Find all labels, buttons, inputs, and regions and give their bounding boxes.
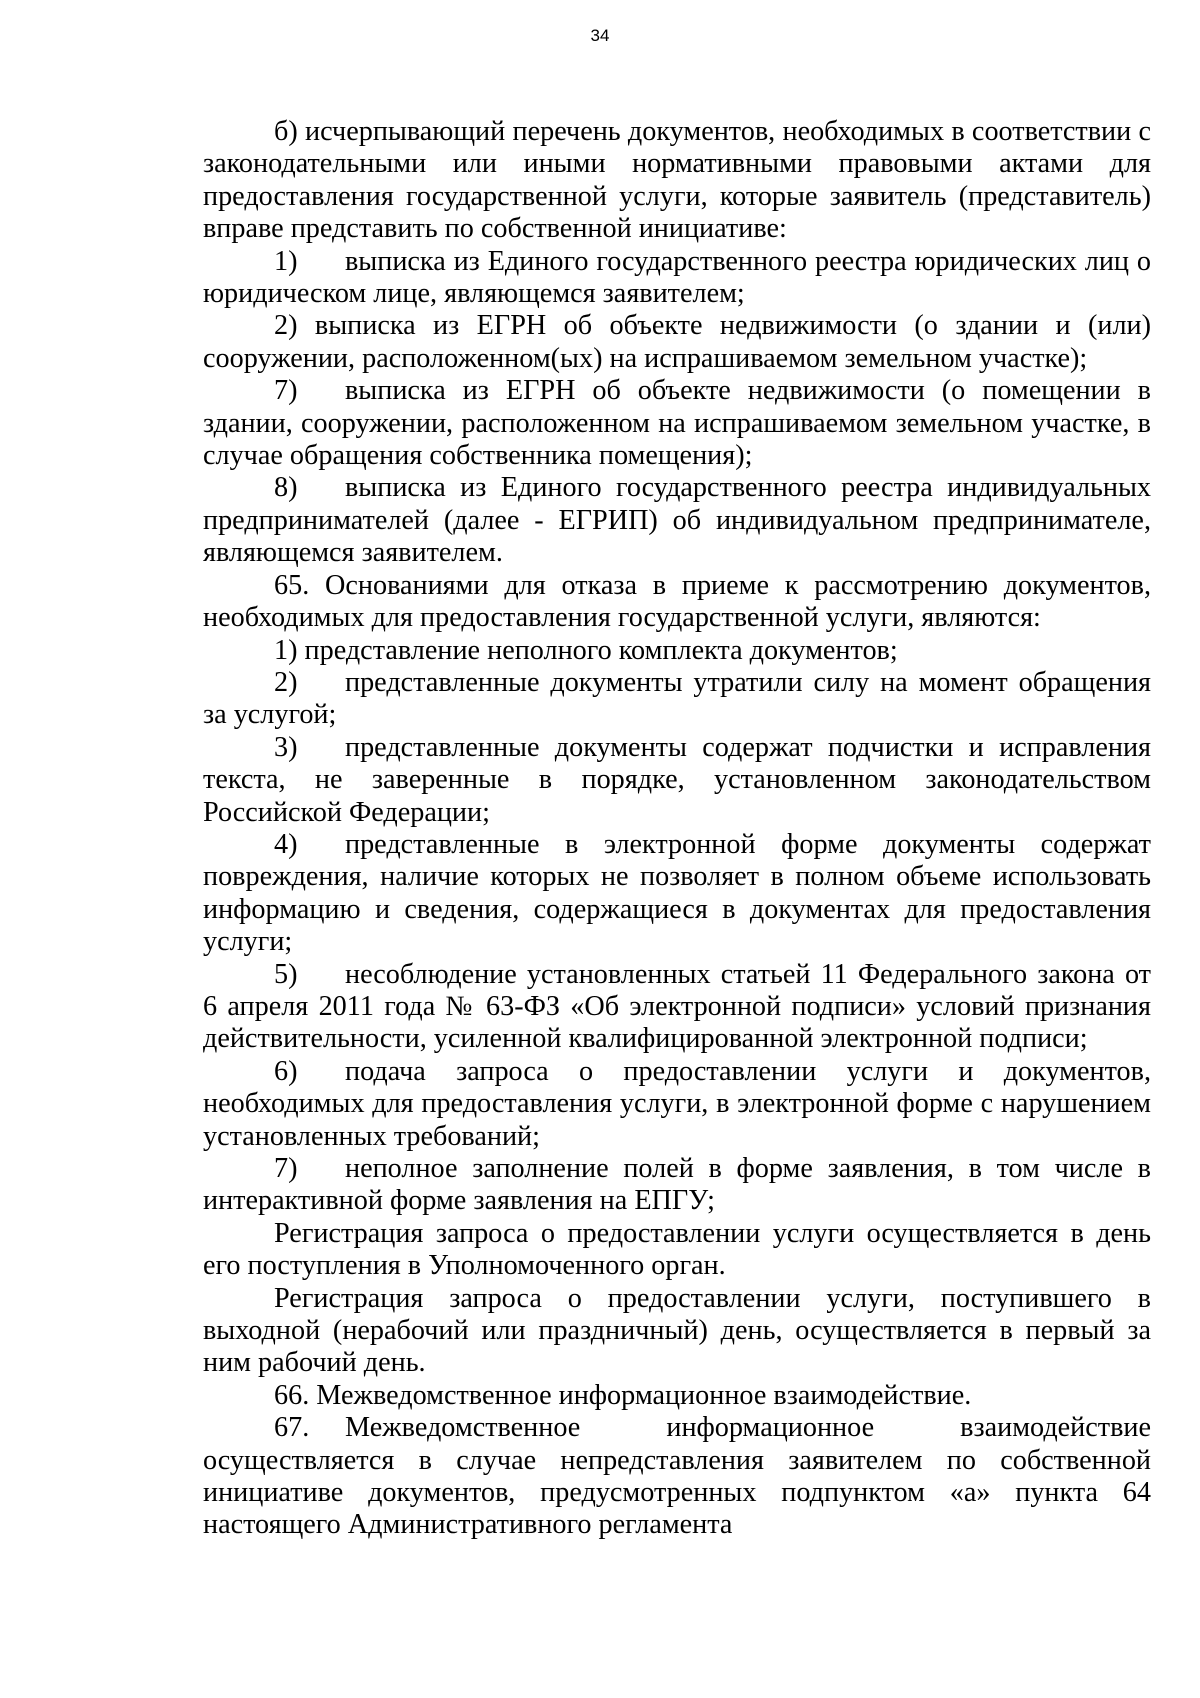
paragraph-text: 65. Основаниями для отказа в приеме к рассмотрению документов, необходимых для предоставления государственной услуги, являются: (203, 569, 1151, 634)
list-number: 67. (274, 1412, 310, 1444)
list-number: 8) (274, 472, 298, 504)
paragraph (203, 635, 1151, 667)
paragraph (203, 1283, 1151, 1380)
paragraph (203, 1218, 1151, 1283)
paragraph (203, 829, 1151, 959)
paragraph-text: 1) представление неполного комплекта документов; (274, 634, 898, 666)
paragraph (203, 472, 1151, 569)
document-body (203, 116, 1151, 1542)
paragraph (203, 1380, 1151, 1412)
paragraph (203, 246, 1151, 311)
list-number: 3) (274, 731, 298, 763)
paragraph (203, 1056, 1151, 1153)
paragraph (203, 959, 1151, 1056)
paragraph (203, 1412, 1151, 1542)
paragraph-text: представленные документы утратили силу на момент обращения за услугой; (203, 666, 1151, 731)
paragraph-text: выписка из Единого государственного реестра индивидуальных предпринимателей (далее - ЕГРИП) об индивидуальном предпринимателе, являющемся заявителем. (203, 472, 1151, 569)
paragraph-text: 66. Межведомственное информационное взаимодействие. (274, 1379, 972, 1411)
list-number: 7) (274, 375, 298, 407)
paragraph-text: выписка из ЕГРН об объекте недвижимости (о помещении в здании, сооружении, расположенном на испрашиваемом земельном участке, в случае обращения собственника помещения); (203, 375, 1151, 472)
list-number: 1) (274, 245, 298, 277)
paragraph (203, 570, 1151, 635)
list-number: 4) (274, 828, 298, 860)
page-number: 34 (590, 26, 610, 45)
paragraph (203, 1153, 1151, 1218)
paragraph-text: подача запроса о предоставлении услуги и документов, необходимых для предоставления услуги, в электронной форме с нарушением установленных требований; (203, 1055, 1151, 1152)
list-number: 2) (274, 666, 298, 698)
paragraph-text: б) исчерпывающий перечень документов, необходимых в соответствии с законодательными или иными нормативными правовыми актами для предоставления государственной услуги, которые заявитель (представитель) вправе представить по собственной инициативе: (203, 116, 1151, 245)
paragraph-text: несоблюдение установленных статьей 11 Федерального закона от 6 апреля 2011 года № 63-ФЗ «Об электронной подписи» условий признания действительности, усиленной квалифицированной электронной подписи; (203, 958, 1151, 1055)
paragraph (203, 116, 1151, 246)
paragraph-text: Регистрация запроса о предоставлении услуги осуществляется в день его поступления в Уполномоченного орган. (203, 1217, 1151, 1282)
paragraph-text: неполное заполнение полей в форме заявления, в том числе в интерактивной форме заявления на ЕПГУ; (203, 1153, 1151, 1217)
paragraph-text: Межведомственное информационное взаимодействие осуществляется в случае непредставления заявителем по собственной инициативе документов, предусмотренных подпунктом «а» пункта 64 настоящего Административного регламента (203, 1412, 1151, 1541)
paragraph-text: Регистрация запроса о предоставлении услуги, поступившего в выходной (нерабочий или праздничный) день, осуществляется в первый за ним рабочий день. (203, 1282, 1151, 1379)
paragraph-text: представленные документы содержат подчистки и исправления текста, не заверенные в порядке, установленном законодательством Российской Федерации; (203, 731, 1151, 828)
paragraph-text: выписка из Единого государственного реестра юридических лиц о юридическом лице, являющемся заявителем; (203, 245, 1151, 310)
list-number: 7) (274, 1153, 298, 1184)
paragraph-text: представленные в электронной форме документы содержат повреждения, наличие которых не позволяет в полном объеме использовать информацию и сведения, содержащиеся в документах для предоставления услуги; (203, 828, 1151, 958)
paragraph (203, 667, 1151, 732)
paragraph (203, 310, 1151, 375)
list-number: 5) (274, 958, 298, 990)
paragraph-text: 2) выписка из ЕГРН об объекте недвижимости (о здании и (или) сооружении, расположенном(ых) на испрашиваемом земельном участке); (203, 310, 1151, 374)
list-number: 6) (274, 1055, 298, 1087)
paragraph (203, 732, 1151, 829)
paragraph (203, 375, 1151, 472)
